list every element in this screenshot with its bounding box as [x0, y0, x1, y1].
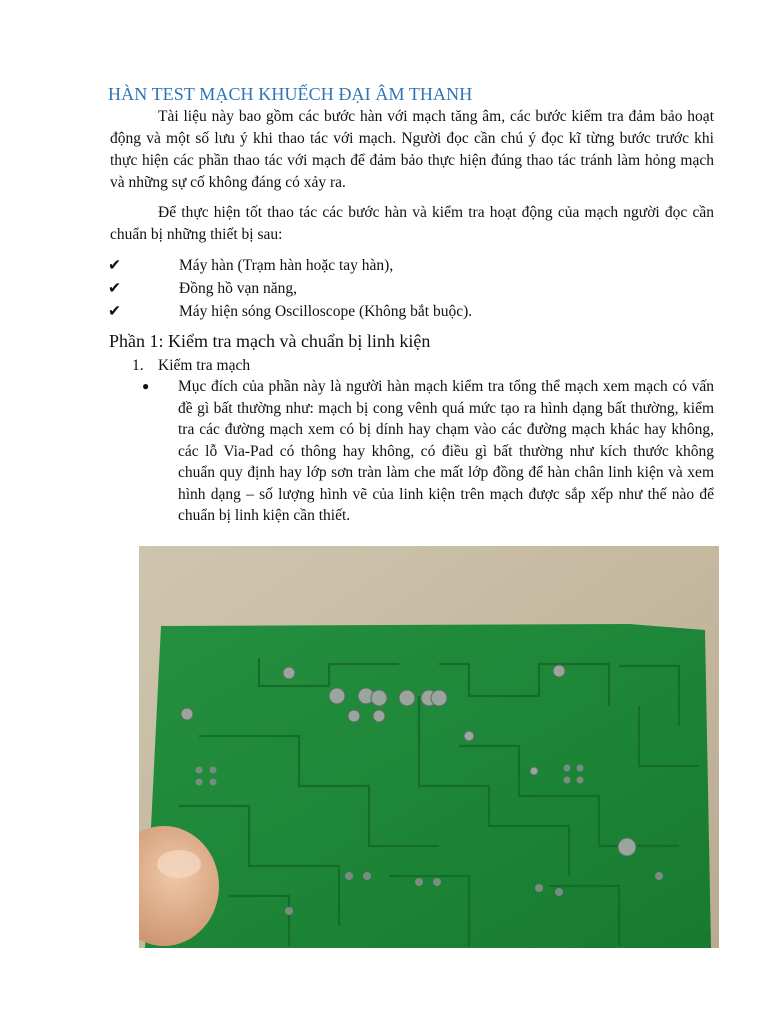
equipment-item-label: Máy hàn (Trạm hàn hoặc tay hàn), [179, 257, 394, 274]
green-pcb-photo [139, 546, 719, 948]
document-title: HÀN TEST MẠCH KHUẾCH ĐẠI ÂM THANH [108, 84, 473, 104]
bullet-item [142, 376, 714, 527]
prep-paragraph: Để thực hiện tốt thao tác các bước hàn và kiểm tra hoạt động của mạch người đọc cần chuẩn bị những thiết bị sau: [110, 204, 714, 243]
bullet-text: Mục đích của phần này là người hàn mạch kiểm tra tổng thể mạch xem mạch có vấn đề gì bất thường như: mạch bị cong vênh quá mức tạo ra hình dạng bất thường, kiểm tra các đường mạch xem có bị dính hay chạm vào các đường mạch khác hay không, các lỗ Via-Pad có thông hay không, có điều gì bất thường như kích thước không chuẩn quy định hay lớp sơn tràn làm che mất lớp đồng để hàn chân linh kiện và xem hình dạng – số lượng hình vẽ của linh kiện trên mạch được sắp xếp như thế nào để chuẩn bị linh kiện cần thiết. [178, 378, 714, 524]
subsection-number: 1. [132, 357, 144, 374]
bullet-dot-icon: ● [142, 379, 150, 393]
checkmark-icon: ✔ [108, 280, 121, 297]
checkmark-icon: ✔ [108, 303, 121, 320]
subsection-title: Kiểm tra mạch [158, 357, 251, 374]
subsection-heading [132, 357, 250, 375]
intro-paragraph: Tài liệu này bao gồm các bước hàn với mạch tăng âm, các bước kiểm tra đảm bảo hoạt động và một số lưu ý khi thao tác với mạch. Người đọc cần chú ý đọc kĩ từng bước trước khi thực hiện các phần thao tác với mạch để đảm bảo thực hiện đúng thao tác tránh làm hỏng mạch và những sự cố không đáng có xảy ra. [110, 108, 714, 191]
section-heading: Phần 1: Kiểm tra mạch và chuẩn bị linh kiện [109, 331, 431, 351]
equipment-item-label: Máy hiện sóng Oscilloscope (Không bắt buộc). [179, 303, 473, 320]
equipment-item-label: Đồng hồ vạn năng, [179, 280, 297, 297]
checkmark-icon: ✔ [108, 257, 121, 274]
